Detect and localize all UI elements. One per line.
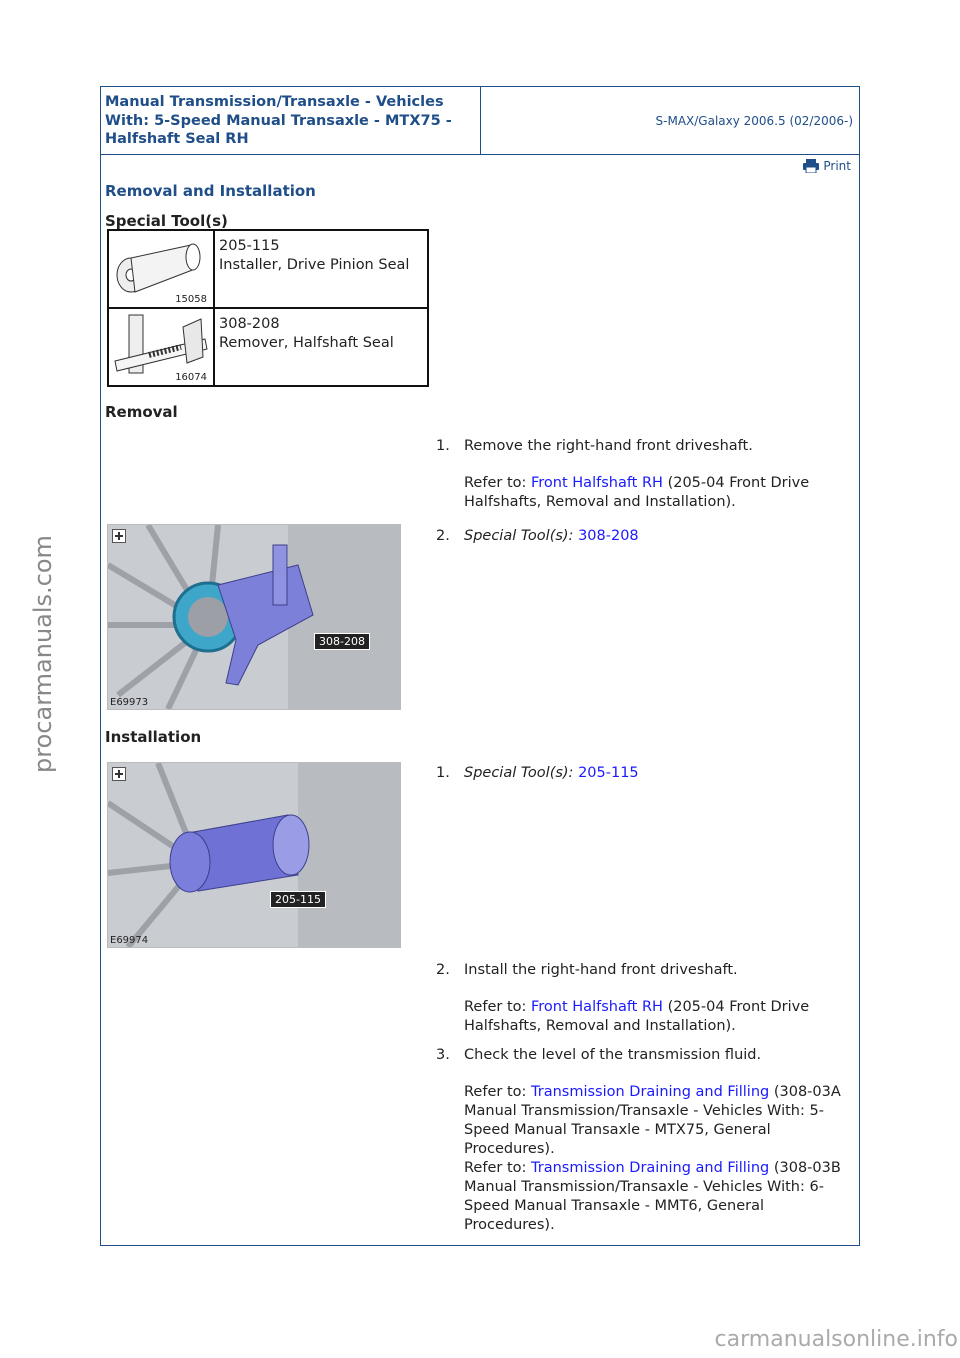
ref-suffix: (205-04 Front Drive Halfshafts, Removal and Installation). — [464, 999, 810, 1034]
tool-number: 205-115 — [219, 238, 280, 254]
step-body — [464, 1046, 846, 1235]
step-text: Remove the right-hand front driveshaft. — [464, 438, 753, 454]
zoom-icon[interactable] — [112, 529, 126, 543]
front-halfshaft-link[interactable]: Front Halfshaft RH — [531, 475, 663, 491]
document-title: Manual Transmission/Transaxle - Vehicles With: 5-Speed Manual Transaxle - MTX75 - Halfshaft Seal RH — [105, 94, 452, 147]
installer-tool-image — [109, 231, 213, 307]
step-reference — [464, 1159, 846, 1235]
ref-prefix: Refer to: — [464, 1160, 531, 1176]
step-text: Install the right-hand front driveshaft. — [464, 962, 738, 978]
installation-heading: Installation — [105, 728, 202, 746]
tool-text-cell — [214, 230, 428, 308]
removal-heading: Removal — [105, 403, 178, 421]
tool-image-code: 15058 — [175, 294, 207, 305]
print-button[interactable] — [803, 159, 851, 173]
step-body — [464, 437, 846, 512]
special-tools-table — [107, 229, 429, 387]
tool-205-115-link[interactable]: 205-115 — [578, 765, 639, 781]
model-label: S-MAX/Galaxy 2006.5 (02/2006-) — [655, 114, 853, 128]
tool-text — [215, 231, 427, 307]
ref-prefix: Refer to: — [464, 1084, 531, 1100]
tool-308-208-link[interactable]: 308-208 — [578, 528, 639, 544]
tool-name: Installer, Drive Pinion Seal — [219, 257, 410, 273]
front-halfshaft-link[interactable]: Front Halfshaft RH — [531, 999, 663, 1015]
step-reference — [464, 474, 846, 512]
step-number: 3. — [436, 1047, 450, 1063]
step-body — [464, 961, 846, 1036]
footer-watermark: carmanualsonline.info — [714, 1327, 958, 1352]
header-divider — [480, 87, 481, 154]
special-tools-heading: Special Tool(s) — [105, 212, 228, 230]
ref-prefix: Refer to: — [464, 475, 531, 491]
tool-row — [108, 230, 428, 308]
zoom-icon[interactable] — [112, 767, 126, 781]
installation-figure[interactable] — [107, 762, 401, 948]
ref-prefix: Refer to: — [464, 999, 531, 1015]
tool-name: Remover, Halfshaft Seal — [219, 335, 394, 351]
step-reference — [464, 1083, 846, 1159]
tool-text-cell — [214, 308, 428, 386]
special-tool-label: Special Tool(s): — [464, 528, 579, 544]
draining-filling-link[interactable]: Transmission Draining and Filling — [531, 1084, 770, 1100]
tool-text — [215, 309, 427, 385]
remover-tool-image — [109, 309, 213, 385]
removal-figure[interactable] — [107, 524, 401, 710]
step-body — [464, 527, 846, 546]
step-number: 1. — [436, 765, 450, 781]
figure-code: E69974 — [110, 935, 149, 946]
step-number: 1. — [436, 438, 450, 454]
section-title: Removal and Installation — [105, 182, 316, 200]
document-header — [101, 87, 859, 155]
tool-callout: 205-115 — [270, 891, 326, 908]
ref-suffix: (205-04 Front Drive Halfshafts, Removal and Installation). — [464, 475, 810, 510]
figure-code: E69973 — [110, 697, 149, 708]
tool-image-cell — [108, 308, 214, 386]
step-body — [464, 764, 846, 783]
step-text: Check the level of the transmission fluid. — [464, 1047, 762, 1063]
draining-filling-link[interactable]: Transmission Draining and Filling — [531, 1160, 770, 1176]
special-tool-label: Special Tool(s): — [464, 765, 579, 781]
tool-image-code: 16074 — [175, 372, 207, 383]
tool-image-cell — [108, 230, 214, 308]
tool-row — [108, 308, 428, 386]
side-watermark: procarmanuals.com — [28, 535, 57, 773]
step-number: 2. — [436, 962, 450, 978]
printer-icon — [803, 159, 819, 173]
ref-suffix: (308-03B Manual Transmission/Transaxle - Vehicles With: 6-Speed Manual Transaxle - MMT6, General Procedures). — [464, 1160, 841, 1233]
print-label: Print — [823, 159, 851, 173]
tool-callout: 308-208 — [314, 633, 370, 650]
document-frame — [100, 86, 860, 1246]
tool-number: 308-208 — [219, 316, 280, 332]
step-reference — [464, 998, 846, 1036]
step-number: 2. — [436, 528, 450, 544]
ref-suffix: (308-03A Manual Transmission/Transaxle - Vehicles With: 5-Speed Manual Transaxle - MTX75, General Procedures). — [464, 1084, 841, 1157]
